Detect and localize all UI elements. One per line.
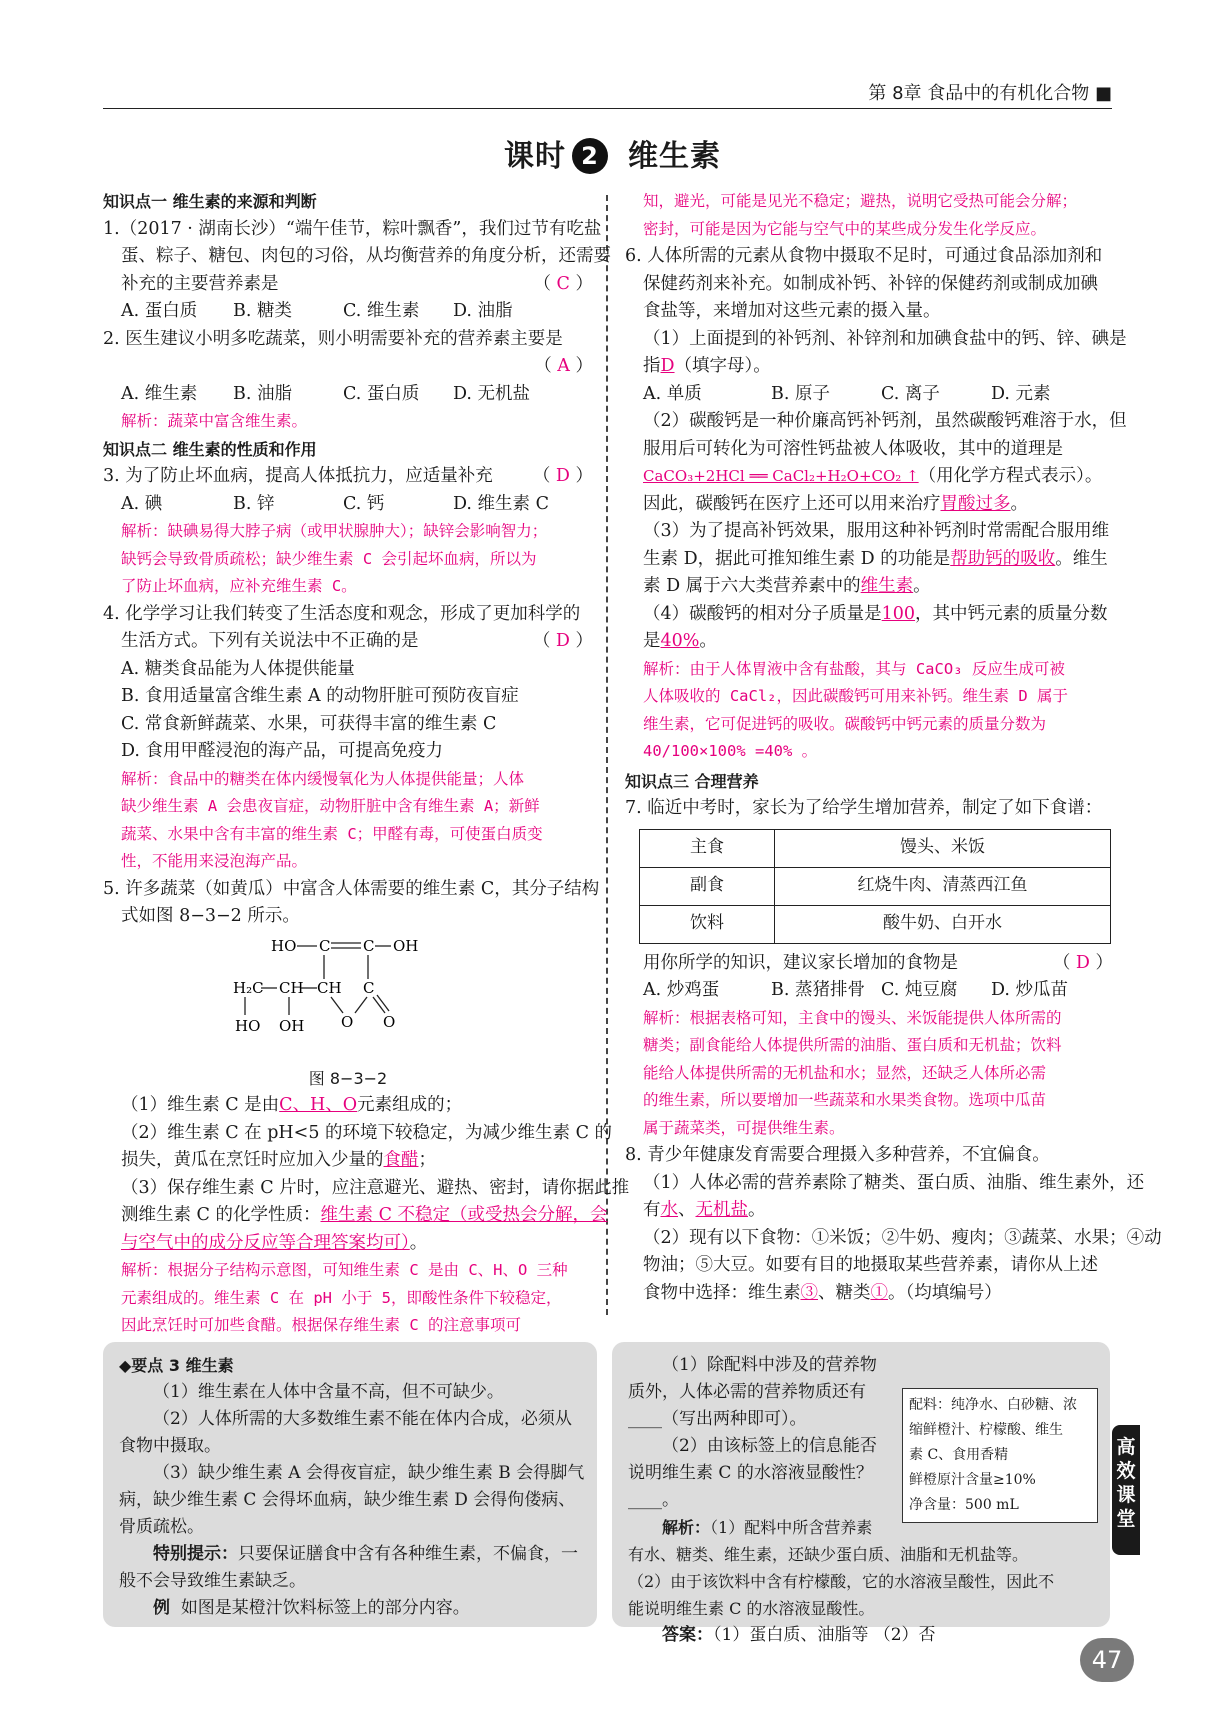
answer-fill: 40% — [660, 631, 700, 651]
answer-fill: 食醋 — [383, 1150, 419, 1170]
menu-table — [639, 829, 1111, 944]
explanation: 糖类；副食能给人体提供所需的油脂、蛋白质和无机盐；饮料 — [643, 1036, 1062, 1054]
question-text: 是40%。 — [643, 631, 717, 651]
side-tab: 高效课堂 — [1112, 1425, 1140, 1555]
box-text: ____。 — [628, 1490, 679, 1510]
explanation: 元素组成的。维生素 C 在 pH 小于 5，即酸性条件下较稳定， — [121, 1288, 562, 1307]
question-text: 式如图 8−3−2 所示。 — [121, 906, 300, 926]
options-row: A. 碘 B. 锌 C. 钙 D. 维生素 C — [121, 493, 549, 514]
question-text: 与空气中的成分反应等合理答案均可）。 — [121, 1232, 428, 1253]
table-row — [640, 905, 1111, 943]
question-text: 4. 化学学习让我们转变了生活态度和观念，形成了更加科学的 — [103, 603, 581, 624]
box-heading: ◆要点 3 维生素 — [119, 1356, 234, 1375]
question-text: （4）碳酸钙的相对分子质量是100，其中钙元素的质量分数 — [643, 603, 1108, 624]
answer-bracket: （ A ） — [534, 356, 593, 376]
box-text: 质外，人体必需的营养物质还有 — [628, 1382, 866, 1402]
atom-label: C — [319, 936, 331, 955]
box-text: （3）缺少维生素 A 会得夜盲症，缺少维生素 B 会得脚气 — [153, 1463, 585, 1483]
explanation: 性，不能用来浸泡海产品。 — [121, 852, 308, 870]
table-row — [640, 829, 1111, 867]
explanation: 知，避光，可能是见光不稳定；避热，说明它受热可能会分解； — [643, 192, 1078, 210]
label-line: 缩鲜橙汁、柠檬酸、维生 — [909, 1422, 1063, 1438]
explanation: 解析：蔬菜中富含维生素。 — [121, 412, 308, 430]
section-heading: 知识点二 维生素的性质和作用 — [103, 439, 317, 459]
question-text: 3. 为了防止坏血病，提高人体抵抗力，应适量补充 （ D ） — [103, 463, 593, 491]
explanation: 缺钙会导致骨质疏松；缺少维生素 C 会引起坏血病，所以为 — [121, 549, 537, 568]
question-text: 2. 医生建议小明多吃蔬菜，则小明需要补充的营养素主要是 — [103, 328, 563, 349]
explanation: 解析：缺碘易得大脖子病（或甲状腺肿大）；缺锌会影响智力； — [121, 522, 548, 540]
box-explanation: 解析：（1）配料中所含营养素 — [662, 1518, 873, 1537]
figure-caption: 图 8−3−2 — [308, 1068, 388, 1088]
question-text: （2）碳酸钙是一种价廉高钙补钙剂，虽然碳酸钙难溶于水，但 — [643, 411, 1127, 431]
question-text: 指D（填字母）。 — [643, 356, 771, 376]
atom-label: CH — [317, 978, 342, 997]
answer-fill: 维生素 C 不稳定（或受热会分解，会 — [320, 1205, 608, 1225]
explanation: 蔬菜、水果中含有丰富的维生素 C；甲醛有毒，可使蛋白质变 — [121, 824, 543, 843]
atom-label: O — [383, 1012, 396, 1031]
option: C. 常食新鲜蔬菜、水果，可获得丰富的维生素 C — [121, 713, 497, 734]
answer-fill: 维生素 — [860, 576, 914, 596]
table-cell: 酸牛奶、白开水 — [775, 905, 1111, 943]
label-line: 净含量：500 mL — [909, 1497, 1019, 1513]
answer-fill: C、H、O — [279, 1095, 358, 1115]
question-text: （2）维生素 C 在 pH<5 的环境下较稳定，为减少维生素 C 的 — [121, 1122, 613, 1143]
answer-fill: CaCO₃+2HCl ══ CaCl₂+H₂O+CO₂ ↑ — [643, 467, 919, 485]
atom-label: O — [341, 1012, 354, 1031]
question-text: 生素 D，据此可推知维生素 D 的功能是帮助钙的吸收。维生 — [643, 548, 1108, 569]
question-text: 物油；⑤大豆。如要有目的地摄取某些营养素，请你从上述 — [643, 1255, 1098, 1275]
option: A. 糖类食品能为人体提供能量 — [121, 658, 355, 679]
option: B. 食用适量富含维生素 A 的动物肝脏可预防夜盲症 — [121, 686, 519, 706]
option: D. 食用甲醛浸泡的海产品，可提高免疫力 — [121, 741, 444, 761]
explanation: 解析：根据表格可知，主食中的馒头、米饭能提供人体所需的 — [643, 1008, 1062, 1027]
question-text: 生活方式。下列有关说法中不正确的是 （ D ） — [103, 628, 593, 656]
table-cell: 饮料 — [640, 905, 775, 943]
page-number: 47 — [1080, 1638, 1134, 1682]
answer-fill: 帮助钙的吸收 — [950, 548, 1056, 569]
chapter-header — [103, 78, 1112, 109]
lesson-number: 2 — [572, 138, 608, 174]
column-divider — [606, 195, 608, 1315]
box-text: 说明维生素 C 的水溶液显酸性？ — [628, 1463, 873, 1483]
lesson-title — [0, 138, 1225, 174]
question-text: 保健药剂来补充。如制成补钙、补锌的保健药剂或制成加碘 — [643, 273, 1098, 294]
question-text: 6. 人体所需的元素从食物中摄取不足时，可通过食品添加剂和 — [625, 246, 1103, 266]
table-cell: 副食 — [640, 867, 775, 905]
atom-label: C — [363, 936, 375, 955]
question-text: 食物中选择：维生素③、糖类①。（均填编号） — [643, 1282, 1002, 1303]
box-text: 例 如图是某橙汁饮料标签上的部分内容。 — [153, 1598, 470, 1618]
answer-fill: D — [660, 356, 675, 376]
options-row: A. 单质 B. 原子 C. 离子 D. 元素 — [643, 383, 1051, 404]
box-text: 般不会导致维生素缺乏。 — [119, 1571, 306, 1591]
label-line: 鲜橙原汁含量≥10% — [909, 1472, 1036, 1488]
label-line: 配料：纯净水、白砂糖、浓 — [909, 1397, 1077, 1413]
options-row: A. 炒鸡蛋 B. 蒸猪排骨 C. 炖豆腐 D. 炒瓜苗 — [643, 980, 1069, 1000]
question-text: 补充的主要营养素是 （ C ） — [103, 271, 593, 299]
question-text: （3）为了提高补钙效果，服用这种补钙剂时常需配合服用维 — [643, 521, 1110, 541]
answer-fill: 胃酸过多 — [940, 493, 1011, 514]
atom-label: CH — [279, 978, 304, 997]
question-text: CaCO₃+2HCl ══ CaCl₂+H₂O+CO₂ ↑（用化学方程式表示）。 — [643, 466, 1103, 486]
title-prefix: 课时 — [504, 139, 566, 174]
explanation: 缺少维生素 A 会患夜盲症，动物肝脏中含有维生素 A；新鲜 — [121, 797, 540, 815]
label-line: 素 C、食用香精 — [909, 1447, 1009, 1463]
explanation: 维生素，它可促进钙的吸收。碳酸钙中钙元素的质量分数为 — [643, 714, 1047, 733]
box-text: （2）人体所需的大多数维生素不能在体内合成，必须从 — [153, 1409, 572, 1429]
question-text: 用你所学的知识，建议家长增加的食物是 （ D ） — [625, 950, 1113, 978]
options-row: A. 蛋白质 B. 糖类 C. 维生素 D. 油脂 — [121, 301, 513, 321]
answer-bracket: （ D ） — [1052, 952, 1113, 973]
explanation: 的维生素，所以要增加一些蔬菜和水果类食物。选项中瓜苗 — [643, 1091, 1047, 1109]
question-text: 5. 许多蔬菜（如黄瓜）中富含人体需要的维生素 C，其分子结构 — [103, 878, 600, 899]
box-text: 特别提示：只要保证膳食中含有各种维生素，不偏食，一 — [153, 1544, 578, 1564]
question-text: 损失，黄瓜在烹饪时应加入少量的食醋； — [121, 1150, 436, 1170]
question-text: 1.（2017 · 湖南长沙）“端午佳节，粽叶飘香”，我们过节有吃盐 — [103, 218, 602, 239]
explanation: 解析：根据分子结构示意图，可知维生素 C 是由 C、H、O 三种 — [121, 1261, 568, 1279]
question-text: （1）人体必需的营养素除了糖类、蛋白质、油脂、维生素外，还 — [643, 1172, 1145, 1193]
question-text: （1）上面提到的补钙剂、补锌剂和加碘食盐中的钙、锌、碘是 — [643, 328, 1127, 349]
explanation: 因此烹饪时可加些食醋。根据保存维生素 C 的注意事项可 — [121, 1316, 521, 1334]
question-text: （1）维生素 C 是由C、H、O元素组成的； — [121, 1095, 463, 1115]
explanation: 了防止坏血病，应补充维生素 C。 — [121, 577, 357, 595]
box-explanation: （2）由于该饮料中含有柠檬酸，它的水溶液呈酸性，因此不 — [628, 1572, 1055, 1591]
atom-label: OH — [279, 1016, 305, 1035]
right-column — [625, 188, 1162, 1307]
explanation: 解析：食品中的糖类在体内缓慢氧化为人体提供能量；人体 — [121, 769, 525, 788]
answer-fill: 与空气中的成分反应等合理答案均可） — [121, 1232, 410, 1253]
question-text: 服用后可转化为可溶性钙盐被人体吸收，其中的道理是 — [643, 438, 1063, 459]
box-text: 病，缺少维生素 C 会得坏血病，缺少维生素 D 会得佝偻病、 — [119, 1490, 576, 1510]
answer-bracket: （ C ） — [533, 273, 593, 294]
question-text: 食盐等，来增加对这些元素的摄入量。 — [643, 301, 941, 321]
section-heading: 知识点三 合理营养 — [625, 771, 759, 791]
table-row — [640, 867, 1111, 905]
answer-fill: 无机盐 — [695, 1200, 748, 1220]
answer-row — [103, 353, 593, 381]
title-text: 维生素 — [628, 139, 721, 174]
question-text: 有水、无机盐。 — [643, 1200, 766, 1220]
table-cell: 馒头、米饭 — [775, 829, 1111, 867]
chapter-title: 第 8章 食品中的有机化合物 ■ — [868, 83, 1112, 104]
section-heading: 知识点一 维生素的来源和判断 — [103, 192, 317, 211]
answer-bracket: （ D ） — [532, 466, 593, 486]
box-explanation: 能说明维生素 C 的水溶液显酸性。 — [628, 1599, 875, 1618]
question-text: 7. 临近中考时，家长为了给学生增加营养，制定了如下食谱： — [625, 798, 1103, 818]
juice-label — [902, 1388, 1098, 1523]
question-text: 测维生素 C 的化学性质：维生素 C 不稳定（或受热会分解，会 — [121, 1205, 608, 1225]
explanation: 密封，可能是因为它能与空气中的某些成分发生化学反应。 — [643, 219, 1047, 238]
answer-bracket: （ D ） — [532, 631, 593, 651]
question-text: 蛋、粽子、糖包、肉包的习俗，从均衡营养的角度分析，还需要 — [121, 246, 611, 266]
box-text: 食物中摄取。 — [119, 1436, 221, 1456]
vitamin-c-structure-diagram — [233, 935, 453, 1065]
answer-fill: ③ — [800, 1282, 818, 1303]
key-point-box — [103, 1342, 597, 1627]
atom-label: HO — [235, 1016, 261, 1035]
question-text: （3）保存维生素 C 片时，应注意避光、避热、密封，请你据此推 — [121, 1177, 630, 1198]
box-explanation: 有水、糖类、维生素，还缺少蛋白质、油脂和无机盐等。 — [628, 1545, 1029, 1564]
options-row: A. 维生素 B. 油脂 C. 蛋白质 D. 无机盐 — [121, 383, 531, 404]
box-text: （1）维生素在人体中含量不高，但不可缺少。 — [153, 1382, 504, 1402]
atom-label: H₂C — [233, 978, 264, 997]
box-text: （1）除配料中涉及的营养物 — [662, 1355, 877, 1375]
question-text: 素 D 属于六大类营养素中的维生素。 — [643, 576, 931, 596]
explanation: 人体吸收的 CaCl₂，因此碳酸钙可用来补钙。维生素 D 属于 — [643, 687, 1068, 705]
answer-fill: 水 — [660, 1200, 678, 1220]
explanation: 解析：由于人体胃液中含有盐酸，其与 CaCO₃ 反应生成可被 — [643, 659, 1065, 678]
left-column — [103, 188, 630, 1340]
question-text: 因此，碳酸钙在医疗上还可以用来治疗胃酸过多。 — [643, 493, 1028, 514]
box-text: （2）由该标签上的信息能否 — [662, 1436, 877, 1456]
question-text: 8. 青少年健康发育需要合理摄入多种营养，不宜偏食。 — [625, 1145, 1050, 1165]
table-cell: 主食 — [640, 829, 775, 867]
explanation: 40/100×100% =40% 。 — [643, 742, 818, 760]
table-cell: 红烧牛肉、清蒸西江鱼 — [775, 867, 1111, 905]
box-text: 骨质疏松。 — [119, 1517, 204, 1537]
explanation: 属于蔬菜类，可提供维生素。 — [643, 1118, 845, 1137]
box-answer: 答案：（1）蛋白质、油脂等 （2）否 — [662, 1625, 936, 1645]
explanation: 能给人体提供所需的无机盐和水；显然，还缺乏人体所必需 — [643, 1063, 1047, 1082]
atom-label: HO — [271, 936, 297, 955]
atom-label: C — [363, 978, 375, 997]
atom-label: OH — [393, 936, 419, 955]
question-text: （2）现有以下食物：①米饭；②牛奶、瘦肉；③蔬菜、水果；④动 — [643, 1227, 1162, 1248]
example-box — [612, 1342, 1110, 1645]
answer-fill: ① — [870, 1282, 888, 1303]
answer-fill: 100 — [881, 603, 916, 624]
box-text: ____（写出两种即可）。 — [628, 1409, 807, 1429]
